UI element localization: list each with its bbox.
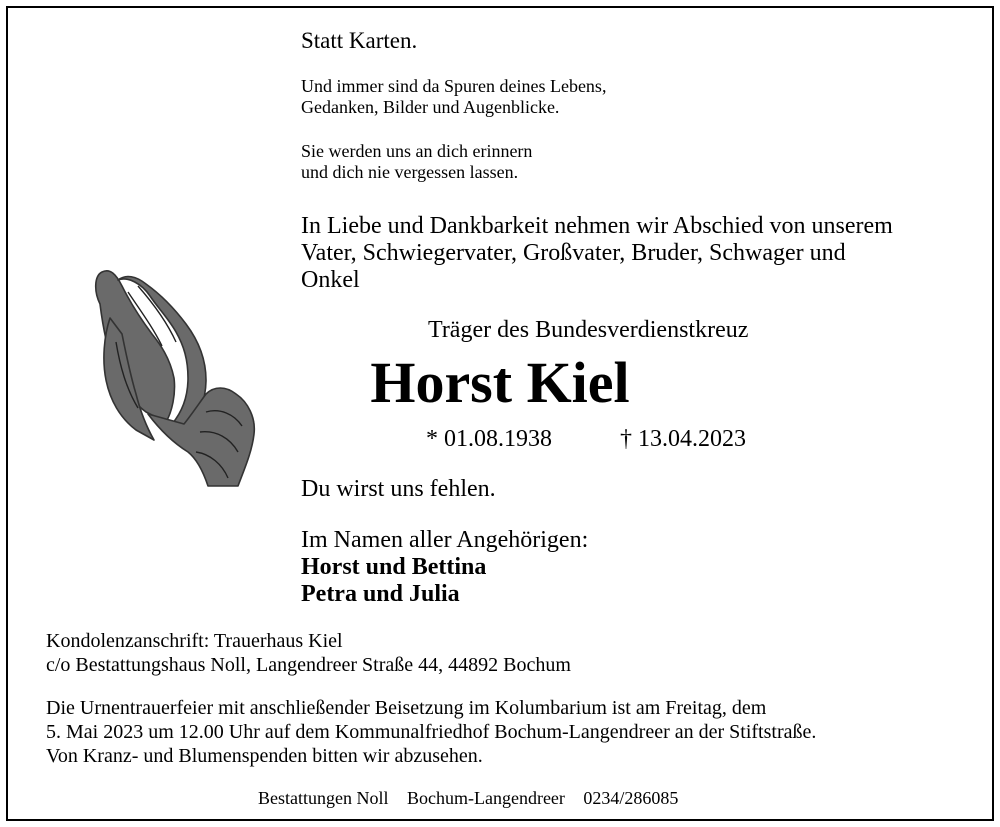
verse-2-line-2: und dich nie vergessen lassen. bbox=[301, 162, 519, 182]
condolence-address bbox=[46, 629, 571, 677]
footer-company: Bestattungen Noll bbox=[258, 788, 389, 808]
honor-title: Träger des Bundesverdienstkreuz bbox=[428, 317, 749, 343]
verse-1 bbox=[301, 76, 606, 118]
service-line-3: Von Kranz- und Blumenspenden bitten wir abzusehen. bbox=[46, 745, 483, 767]
family-name-2: Petra und Julia bbox=[301, 581, 460, 607]
service-line-1: Die Urnentrauerfeier mit anschließender Beisetzung im Kolumbarium ist am Freitag, dem bbox=[46, 697, 767, 719]
footer bbox=[258, 788, 692, 809]
condolence-line-1: Kondolenzanschrift: Trauerhaus Kiel bbox=[46, 630, 343, 652]
intro-line-3: Onkel bbox=[301, 267, 360, 293]
intro-line-2: Vater, Schwiegervater, Großvater, Bruder, Schwager und bbox=[301, 240, 846, 266]
footer-location: Bochum-Langendreer bbox=[406, 788, 565, 808]
birth-date: * 01.08.1938 bbox=[426, 426, 552, 452]
death-date: † 13.04.2023 bbox=[620, 426, 746, 452]
deceased-name: Horst Kiel bbox=[370, 350, 630, 415]
intro-line-1: In Liebe und Dankbarkeit nehmen wir Abschied von unserem bbox=[301, 213, 893, 239]
intro-text bbox=[301, 213, 893, 294]
service-line-2: 5. Mai 2023 um 12.00 Uhr auf dem Kommunalfriedhof Bochum-Langendreer an der Stiftstraße. bbox=[46, 721, 817, 743]
verse-2-line-1: Sie werden uns an dich erinnern bbox=[301, 141, 533, 161]
verse-1-line-1: Und immer sind da Spuren deines Lebens, bbox=[301, 76, 607, 96]
verse-1-line-2: Gedanken, Bilder und Augenblicke. bbox=[301, 97, 560, 117]
farewell-line: Du wirst uns fehlen. bbox=[301, 476, 496, 502]
verse-2 bbox=[301, 141, 532, 183]
condolence-line-2: c/o Bestattungshaus Noll, Langendreer Straße 44, 44892 Bochum bbox=[46, 654, 571, 676]
family-intro: Im Namen aller Angehörigen: bbox=[301, 527, 589, 553]
family-name-1: Horst und Bettina bbox=[301, 554, 487, 580]
family-block bbox=[301, 527, 588, 608]
footer-phone: 0234/286085 bbox=[583, 788, 679, 808]
service-info bbox=[46, 696, 816, 768]
heading: Statt Karten. bbox=[301, 28, 418, 53]
